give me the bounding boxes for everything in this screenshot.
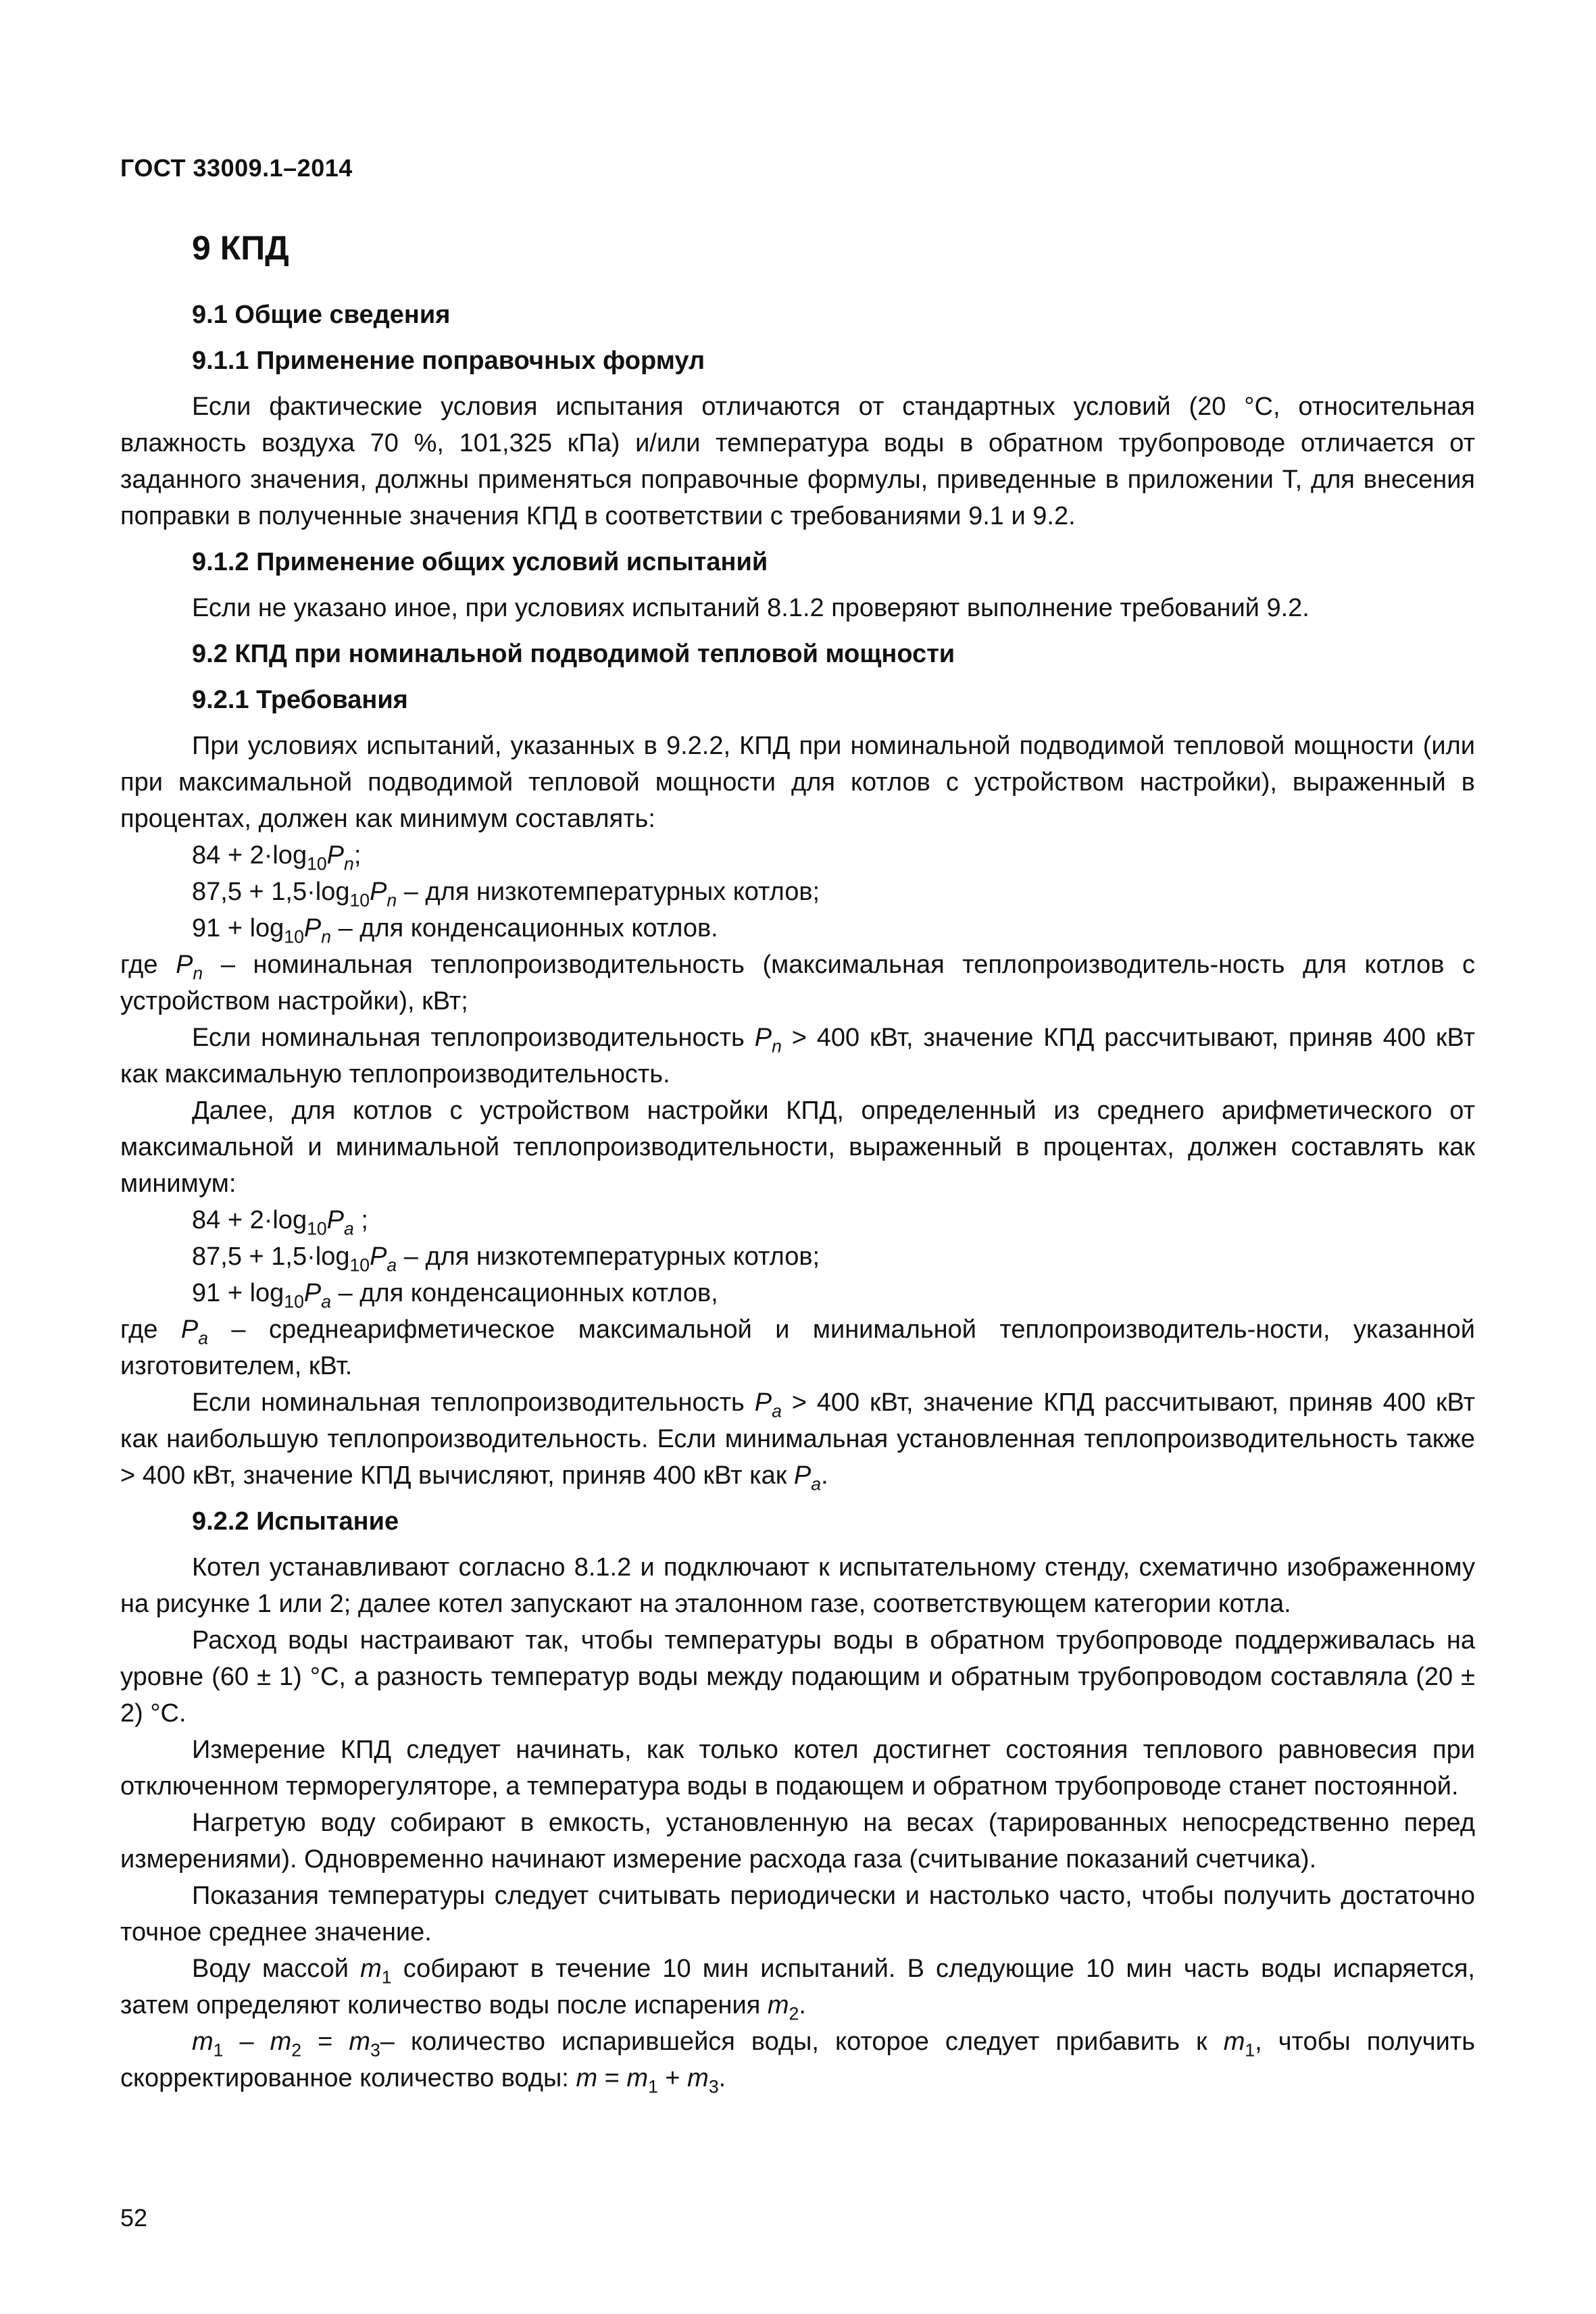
- formula-pn-3: $91 + \log_{10}P_n$ – для конденсационных котлов.: [192, 914, 718, 947]
- section-title: 9 КПД: [192, 229, 289, 267]
- page-number: 52: [120, 2204, 148, 2232]
- paragraph-9-2-1-intro: При условиях испытаний, указанных в 9.2.2, КПД при номинальной подводимой тепловой мощности (или при максимальной подводимой тепловой мощности для котлов с устройством настройки), выраженный в процентах, должен как минимум составлять:: [120, 732, 1475, 833]
- paragraph-9-2-2-4: Нагретую воду собирают в емкость, установленную на весах (тарированных непосредственно перед измерениями). Одновременно начинают измерение расхода газа (считывание показаний счетчика).: [120, 1809, 1475, 1873]
- paragraph-9-1-2: Если не указано иное, при условиях испытаний 8.1.2 проверяют выполнение требований 9.2.: [192, 594, 1310, 622]
- paragraph-9-2-2-2: Расход воды настраивают так, чтобы температуры воды в обратном трубопроводе поддерживалась на уровне (60 ± 1) °С, а разность температур воды между подающим и обратным трубопроводом составляла (20 ± 2) °С.: [120, 1626, 1475, 1728]
- paragraph-water-mass: Воду массой $m_1$ собирают в течение 10 мин испытаний. В следующие 10 мин часть воды испаряется, затем определяют количество воды после испарения $m_2$.: [120, 1955, 1475, 2024]
- formula-pa-2: $87,5 + 1,5\cdot\log_{10}P_a$ – для низкотемпературных котлов;: [192, 1242, 820, 1276]
- pa-limit-paragraph: Если номинальная теплопроизводительность $P_a > 400$ кВт, значение КПД рассчитывают, приняв 400 кВт как наибольшую теплопроизводительность. Если минимальная установленная теплопроизводительность также > 400 кВт, значение КПД вычисляют, приняв 400 кВт как $P_a$.: [120, 1388, 1475, 1494]
- heading-9-2-1: 9.2.1 Требования: [192, 686, 408, 714]
- paragraph-9-2-1-adjust: Далее, для котлов с устройством настройки КПД, определенный из среднего арифметического от максимальной и минимальной теплопроизводительности, выраженный в процентах, должен составлять как минимум:: [120, 1097, 1475, 1198]
- heading-9-2-2: 9.2.2 Испытание: [192, 1507, 399, 1536]
- heading-9-1-2: 9.1.2 Применение общих условий испытаний: [192, 548, 768, 576]
- where-pn: где $P_n$ – номинальная теплопроизводительность (максимальная теплопроизводитель-ность для котлов с устройством настройки), кВт;: [120, 951, 1475, 1015]
- paragraph-9-2-2-5: Показания температуры следует считывать периодически и настолько часто, чтобы получить достаточно точное среднее значение.: [120, 1882, 1475, 1946]
- where-pa: где $P_a$ – среднеарифметическое максимальной и минимальной теплопроизводитель-ности, указанной изготовителем, кВт.: [120, 1315, 1475, 1380]
- formula-pn-2: $87,5 + 1,5\cdot\log_{10}P_n$ – для низкотемпературных котлов;: [192, 878, 820, 911]
- heading-9-1-1: 9.1.1 Применение поправочных формул: [192, 347, 705, 375]
- paragraph-9-1-1: Если фактические условия испытания отличаются от стандартных условий (20 °С, относительная влажность воздуха 70 %, 101,325 кПа) и/или температура воды в обратном трубопроводе отличается от заданного значения, должны применяться поправочные формулы, приведенные в приложении Т, для внесения поправки в полученные значения КПД в соответствии с требованиями 9.1 и 9.2.: [120, 393, 1475, 530]
- formula-pa-3: $91 + \log_{10}P_a$ – для конденсационных котлов,: [192, 1279, 718, 1312]
- heading-9-1: 9.1 Общие сведения: [192, 301, 451, 329]
- formula-pa-1: $84 + 2\cdot\log_{10}P_a$ ;: [192, 1206, 368, 1239]
- pn-limit-paragraph: Если номинальная теплопроизводительность $P_n > 400$ кВт, значение КПД рассчитывают, приняв 400 кВт как максимальную теплопроизводительность.: [120, 1024, 1475, 1088]
- paragraph-water-correction: $m_1 - m_2 = m_3-$ количество испарившейся воды, которое следует прибавить к $m_1$, чтобы получить скорректированное количество воды: $m = m_1 + m_3$.: [120, 2028, 1476, 2097]
- paragraph-9-2-2-3: Измерение КПД следует начинать, как только котел достигнет состояния теплового равновесия при отключенном терморегуляторе, а температура воды в подающем и обратном трубопроводе станет постоянной.: [120, 1736, 1475, 1801]
- paragraph-9-2-2-1: Котел устанавливают согласно 8.1.2 и подключают к испытательному стенду, схематично изображенному на рисунке 1 или 2; далее котел запускают на эталонном газе, соответствующем категории котла.: [120, 1553, 1475, 1618]
- document-code: ГОСТ 33009.1–2014: [120, 154, 353, 182]
- page-content: [120, 226, 1475, 2096]
- heading-9-2: 9.2 КПД при номинальной подводимой тепловой мощности: [192, 640, 955, 668]
- formula-pn-1: $84 + 2\cdot\log_{10}P_n$;: [192, 841, 361, 874]
